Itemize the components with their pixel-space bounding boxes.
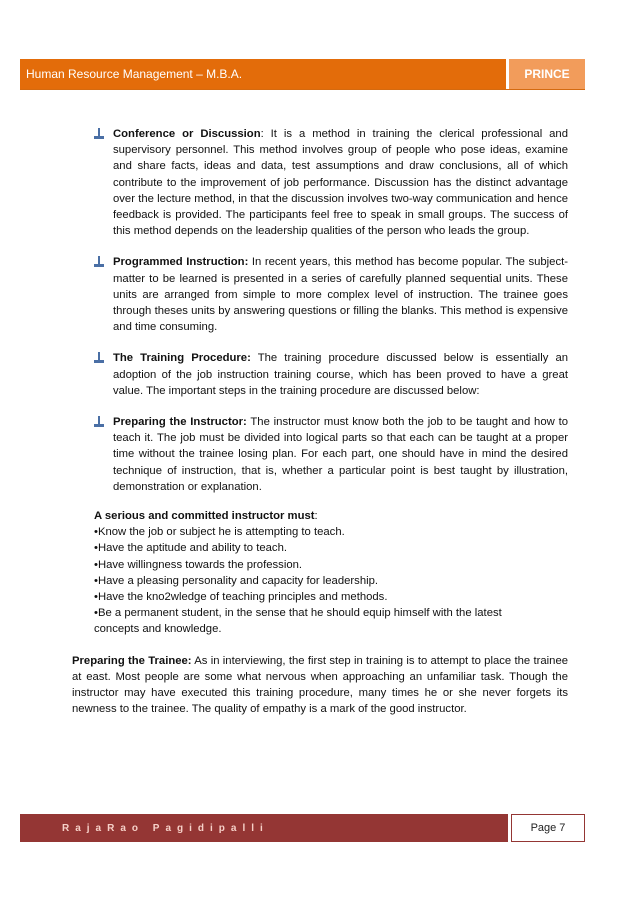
- list-item: •Know the job or subject he is attempting to teach.: [94, 526, 345, 539]
- bullet-term: Conference or Discussion: [113, 128, 261, 140]
- page-number: Page 7: [511, 814, 585, 842]
- bullet-term: Preparing the Instructor:: [113, 416, 247, 429]
- preparing-trainee-paragraph: [72, 653, 568, 718]
- instructor-heading: [94, 508, 568, 524]
- list-item: •Have a pleasing personality and capacity for leadership.: [94, 574, 379, 587]
- page-footer: [20, 814, 585, 842]
- header-tag: PRINCE: [509, 59, 585, 89]
- instructor-heading-suffix: :: [314, 510, 318, 523]
- header-title: Human Resource Management – M.B.A.: [20, 59, 506, 89]
- page-content: [72, 126, 568, 718]
- bullet-text: : It is a method in training the clerical professional and supervisory personnel. This method involves group of people who pose ideas, examine and share facts, ideas and data, test assumptions and draw conclusions, all of which contribute to the improvement of job performance. Discussion has the distinct advantage over the lecture method, in that the discussion involves two-way communication and hence feedback is provided. The participants feel free to speak in small groups. The success of this method depends on the leadership qualities of the person who leads the group.: [113, 128, 568, 238]
- pin-bullet-icon: [93, 416, 105, 428]
- trainee-term: Preparing the Trainee:: [72, 654, 192, 667]
- list-item: •Have willingness towards the profession.: [94, 558, 303, 571]
- pin-bullet-icon: [93, 352, 105, 364]
- pin-bullet-icon: [93, 128, 105, 140]
- footer-author: RajaRao Pagidipalli: [20, 814, 508, 842]
- page-header: [20, 59, 585, 90]
- bullet-preparing-instructor: [72, 414, 568, 495]
- bullet-training-procedure: [72, 350, 568, 399]
- bullet-text: The instructor must know both the job to be taught and how to teach it. The job must be divided into logical parts so that each can be taught at a proper time without the trainee losing plan. For each part, one should have in mind the desired technique of instruction, that is, whether a particular point is best taught by illustration, demonstration or explanation.: [113, 416, 568, 493]
- bullet-programmed: [72, 254, 568, 335]
- list-item: •Be a permanent student, in the sense that he should equip himself with the latest: [94, 607, 502, 620]
- bullet-text: The training procedure discussed below is essentially an adoption of the job instruction training course, which has been proved to have a great value. The important steps in the training procedure are discussed below:: [113, 352, 569, 397]
- list-item: concepts and knowledge.: [94, 623, 222, 636]
- bullet-term: The Training Procedure:: [113, 352, 251, 365]
- trainee-text: As in interviewing, the first step in training is to attempt to place the trainee at east. Most people are some what nervous when approaching an unfamiliar task. Though the instructor may have executed this training procedure, many times he or she never forgets its newness to the trainee. The quality of empathy is a mark of the good instructor.: [72, 654, 569, 716]
- instructor-list: [72, 508, 568, 638]
- instructor-heading-text: A serious and committed instructor must: [94, 510, 315, 523]
- list-item: •Have the kno2wledge of teaching principles and methods.: [94, 591, 388, 604]
- pin-bullet-icon: [93, 256, 105, 268]
- bullet-conference: [72, 126, 568, 239]
- bullet-text: In recent years, this method has become popular. The subject-matter to be learned is presented in a series of carefully planned sequential units. These units are arranged from simple to more complex level of instruction. The trainee goes through theses units by answering questions or filling the blanks. This method is expensive and time consuming.: [113, 256, 569, 334]
- bullet-term: Programmed Instruction:: [113, 256, 249, 269]
- list-item: •Have the aptitude and ability to teach.: [94, 542, 287, 555]
